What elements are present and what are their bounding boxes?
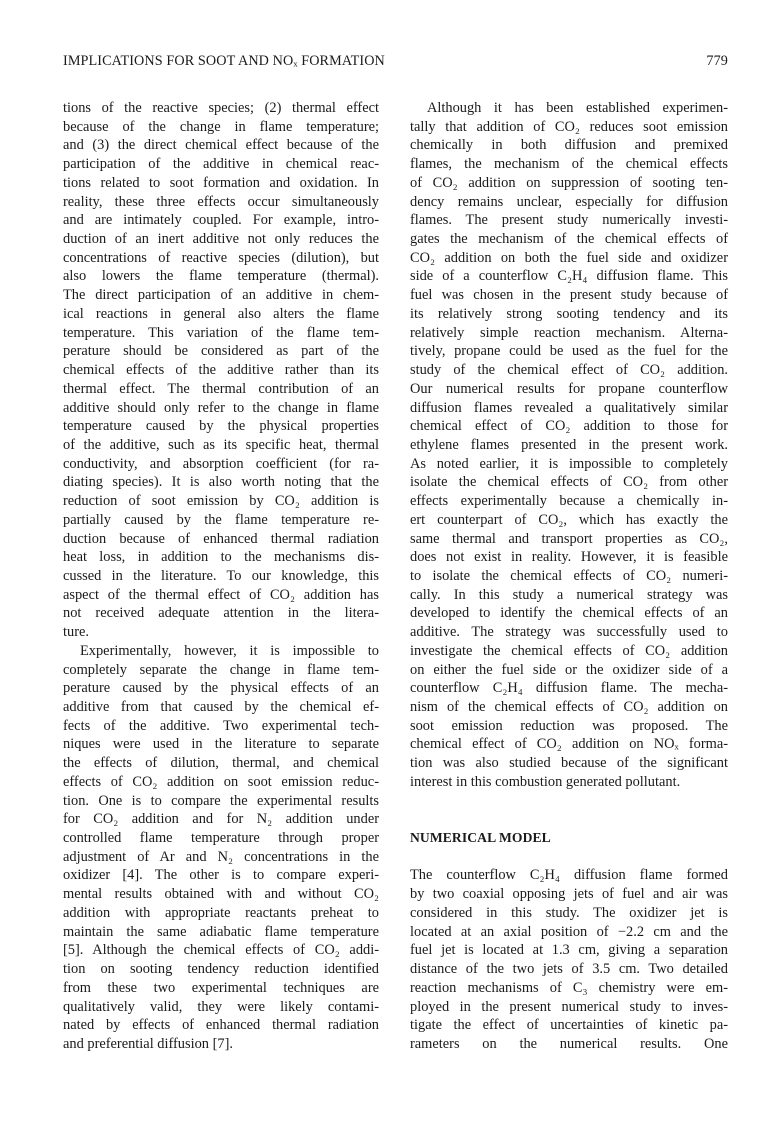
text-line: concentrations of reactive species (dilution), but [63,249,379,266]
text-line: nism of the chemical effects of CO₂ addition on [410,699,728,715]
text-line: additive should only refer to the change in flame [63,399,379,416]
text-line: cussed in the literature. To our knowledge, this [63,567,379,584]
text-line: duction because of enhanced thermal radiation [63,530,379,547]
text-line: study of the chemical effect of CO₂ addition. [410,362,728,379]
text-line: cally. In this study a numerical strategy was [410,586,728,603]
text-line: tions related to soot formation and oxidation. In [63,174,379,191]
text-line: addition with appropriate reactants preheat to [63,904,379,921]
text-line: tion. One is to compare the experimental results [63,792,379,809]
text-line: fuel jet is located at 1.3 cm, giving a separation [410,942,728,959]
text-line: tigate the effect of uncertainties of kinetic pa- [410,1017,728,1034]
text-line: its relatively strong sooting tendency and its [410,305,728,322]
section-heading: NUMERICAL MODEL [410,830,551,846]
text-line: diating species). It is also worth noting that the [63,474,379,491]
text-line: Experimentally, however, it is impossible to [80,642,379,659]
page-number: 779 [706,53,728,69]
text-line: temperature caused by the physical properties [63,418,379,435]
text-line: tively, propane could be used as the fuel for the [410,343,728,360]
text-line: does not exist in reality. However, it is feasible [410,549,728,566]
text-line: CO₂ addition on both the fuel side and oxidizer [410,249,728,266]
text-line: additive. The strategy was successfully used to [410,624,728,641]
text-line: interest in this combustion generated pollutant. [410,773,681,790]
text-line: developed to identify the chemical effects of an [410,605,728,622]
text-line: flames. The present study numerically investi- [410,212,728,229]
text-line: effects of CO₂ addition on soot emission reduc- [63,773,379,790]
text-line: aspect of the thermal effect of CO₂ addition has [63,586,379,603]
text-line: located at an axial position of −2.2 cm and the [410,923,728,940]
text-line: nated by effects of enhanced thermal radiation [63,1017,379,1034]
section-spacer [410,810,728,829]
text-line: relatively simple reaction mechanism. Alterna- [410,324,728,341]
text-line: adjustment of Ar and N₂ concentrations in the [63,848,379,865]
text-line: same thermal and transport properties as CO₂, [410,530,728,547]
text-line: perature caused by the physical effects of an [63,680,379,697]
text-line: completely separate the change in flame tem- [63,661,379,678]
text-line: soot emission reduction was proposed. The [410,717,728,734]
section-spacer [410,848,728,867]
body-paragraph-3 [410,99,728,792]
text-line: on either the fuel side or the oxidizer side of a [410,661,728,678]
text-line: perature should be considered as part of the [63,343,379,360]
text-line: rameters on the numerical results. One [410,1035,728,1052]
text-line: chemically in both diffusion and premixed [410,137,728,154]
text-line: conductivity, and absorption coefficient (for ra- [63,455,379,472]
text-line: fuel was chosen in the present study because of [410,287,728,304]
text-line: and are intimately coupled. For example, intro- [63,212,379,229]
text-line: reduction of soot emission by CO₂ addition is [63,493,379,510]
text-line: partially caused by the flame temperature re- [63,511,379,528]
text-line: duction of an inert additive not only reduces the [63,231,379,248]
text-line: dency remains unclear, especially for diffusion [410,193,728,210]
text-line: diffusion flames revealed a qualitatively similar [410,399,728,416]
body-paragraph-1 [63,99,379,642]
text-line: isolate the chemical effects of CO₂ from other [410,474,728,491]
text-line: of CO₂ addition on suppression of sooting ten- [410,174,728,191]
text-line: distance of the two jets of 3.5 cm. Two detailed [410,961,728,978]
text-line: The counterflow C₂H₄ diffusion flame formed [410,867,728,884]
text-line: not received adequate attention in the litera- [63,605,379,622]
text-line: also lowers the flame temperature (thermal). [63,268,379,285]
left-column [63,99,379,1054]
text-line: counterflow C₂H₄ diffusion flame. The mecha- [410,680,728,697]
text-line: effects experimentally because a chemically in- [410,493,728,510]
text-line: gates the mechanism of the chemical effects of [410,231,728,248]
running-title: IMPLICATIONS FOR SOOT AND NOₓ FORMATION [63,53,385,69]
text-line: ture. [63,624,89,641]
section-spacer [410,792,728,811]
text-line: additive from that caused by the chemical ef- [63,699,379,715]
text-line: reaction mechanisms of C₃ chemistry were em- [410,979,728,996]
right-column [410,99,728,1054]
text-line: flames, the mechanism of the chemical effects [410,156,728,173]
text-line: chemical effect of CO₂ addition to those for [410,418,728,435]
text-line: qualitatively valid, they were likely contami- [63,998,379,1015]
text-line: oxidizer [4]. The other is to compare experi- [63,867,379,884]
text-line: and preferential diffusion [7]. [63,1035,233,1052]
text-line: investigate the chemical effects of CO₂ addition [410,642,728,659]
text-line: controlled flame temperature through proper [63,830,379,847]
text-line: [5]. Although the chemical effects of CO₂ addi- [63,942,379,959]
text-line: maintain the same adiabatic flame temperature [63,923,379,940]
text-line: niques were used in the literature to separate [63,736,379,753]
text-line: chemical effects of the additive rather than its [63,362,379,379]
text-line: side of a counterflow C₂H₄ diffusion flame. This [410,268,728,285]
text-line: from these two experimental techniques are [63,979,379,996]
text-line: considered in this study. The oxidizer jet is [410,904,728,921]
text-line: to isolate the chemical effects of CO₂ numeri- [410,567,728,584]
text-line: for CO₂ addition and for N₂ addition under [63,811,379,828]
text-line: Our numerical results for propane counterflow [410,380,728,397]
text-line: by two coaxial opposing jets of fuel and air was [410,886,728,903]
text-line: because of the change in flame temperature; [63,118,379,135]
text-line: the effects of dilution, thermal, and chemical [63,755,379,772]
body-paragraph-2 [63,642,379,1054]
text-line: participation of the additive in chemical reac- [63,156,379,173]
text-line: fects of the additive. Two experimental tech- [63,717,379,734]
text-line: and (3) the direct chemical effect because of the [63,137,379,154]
text-line: thermal effect. The thermal contribution of an [63,380,379,397]
text-line: temperature. This variation of the flame tem- [63,324,379,341]
text-line: chemical effect of CO₂ addition on NOₓ forma- [410,736,728,753]
text-line: The direct participation of an additive in chem- [63,287,379,304]
text-line: of the additive, such as its specific heat, thermal [63,436,379,453]
text-line: ethylene flames presented in the present work. [410,436,728,453]
running-header [63,53,728,73]
text-line: heat loss, in addition to the mechanisms dis- [63,549,379,566]
text-line: tally that addition of CO₂ reduces soot emission [410,118,728,135]
text-line: ert counterpart of CO₂, which has exactly the [410,511,728,528]
text-line: ical reactions in general also alters the flame [63,305,379,322]
text-line: As noted earlier, it is impossible to completely [410,455,728,472]
text-line: tion on sooting tendency reduction identified [63,961,379,978]
text-line: Although it has been established experimen- [427,100,728,116]
body-paragraph-4 [410,866,728,1053]
text-line: tions of the reactive species; (2) thermal effect [63,100,379,116]
text-line: ployed in the present numerical study to inves- [410,998,728,1015]
text-line: mental results obtained with and without CO₂ [63,886,379,903]
text-line: tion was also studied because of the significant [410,755,728,772]
text-line: reality, these three effects occur simultaneously [63,193,379,210]
